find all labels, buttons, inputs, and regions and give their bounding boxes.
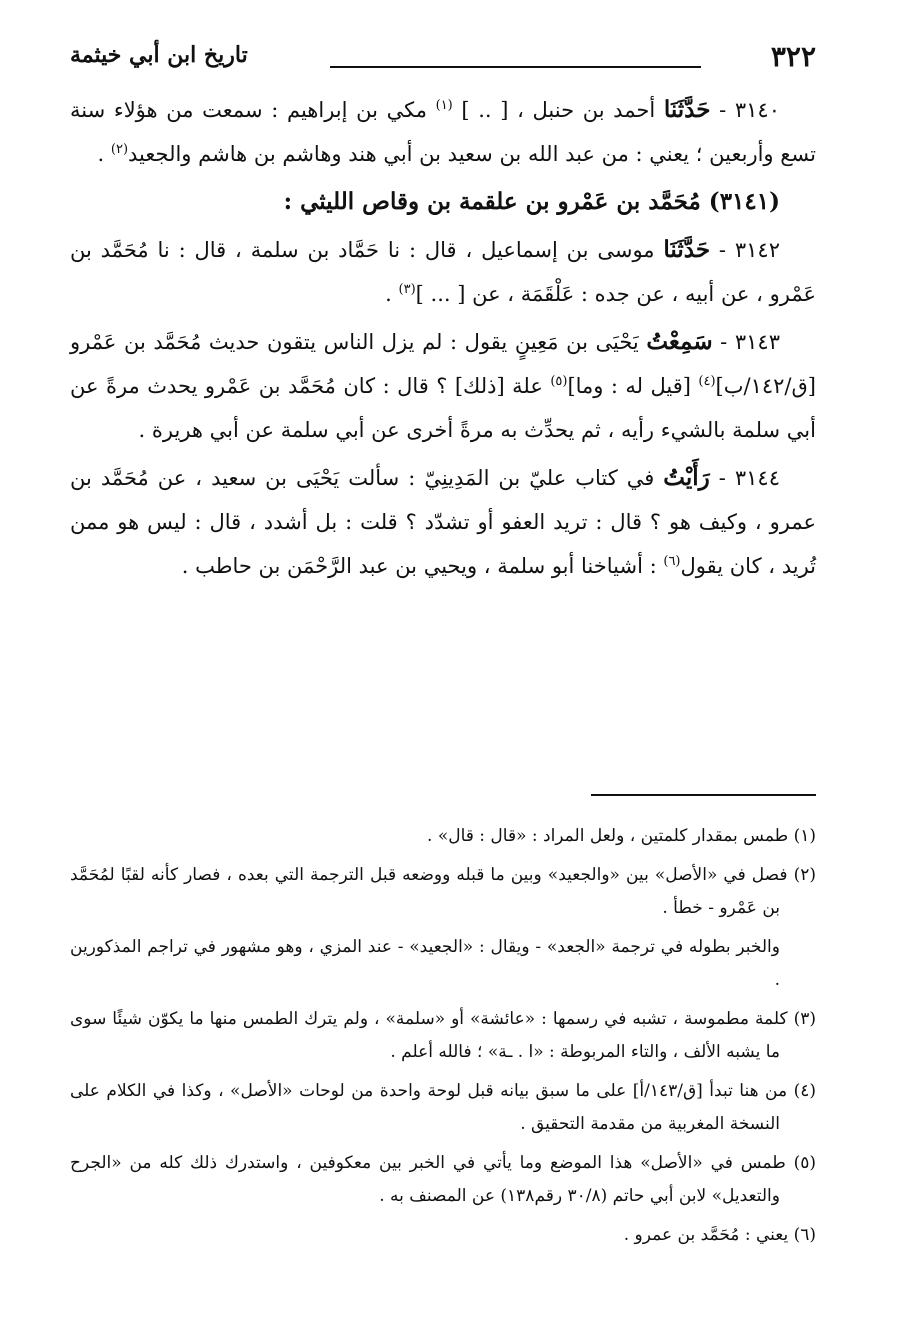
paragraph-number: ٣١٤٤ -	[718, 466, 780, 490]
footnote-2-continued: والخبر بطوله في ترجمة «الجعد» - ويقال : «الجعيد» - عند المزي ، وهو مشهور في تراجم المذكورين .	[70, 937, 780, 990]
running-title: تاريخ ابن أبي خيثمة	[70, 42, 248, 68]
paragraph-text: موسى بن إسماعيل ، قال : نا حَمَّاد بن سلمة ، قال : نا مُحَمَّد بن عَمْرو ، عن أبيه ، عن جده : عَلْقَمَة ، عن [ ... ]	[70, 238, 816, 306]
narration-keyword: حَدَّثَنَا	[663, 96, 711, 123]
paragraph-text: : أشياخنا أبو سلمة ، ويحيي بن عبد الرَّحْمَن بن حاطب .	[181, 554, 657, 578]
paragraph-text: في كتاب عليّ بن المَدِينِيّ : سألت يَحْيَى بن سعيد ، عن مُحَمَّد بن عمرو ، وكيف هو ؟ قال : تريد العفو أو تشدّد ؟ قلت : بل أشدد ، قال : ليس هو ممن تُريد ، كان يقول	[70, 466, 816, 578]
footnote-2: (٢) فصل في «الأصل» بين «والجعيد» وبين ما قبله ووضعه قبل الترجمة التي بعده ، فصار كأنه لقبًا لمُحَمَّد بن عَمْرو - خطأ .	[70, 865, 816, 918]
paragraph-text: يَحْيَى بن مَعِينٍ يقول : لم يزل الناس يتقون حديث مُحَمَّد بن عَمْرو [ق/١٤٢/ب]	[70, 330, 816, 398]
paragraph-3143	[70, 320, 816, 452]
footnote-ref-2: (٢)	[110, 142, 129, 157]
paragraph-text: مكي بن إبراهيم : سمعت من هؤلاء سنة تسع وأربعين ؛ يعني : من عبد الله بن سعيد بن أبي هند وهاشم بن هاشم والجعيد	[70, 98, 816, 166]
paragraph-number: ٣١٤٢ -	[718, 238, 780, 262]
paragraph-text: أحمد بن حنبل ، [ .. ]	[461, 98, 656, 122]
narration-keyword: حَدَّثَنَا	[663, 236, 711, 263]
section-heading-3141: (٣١٤١) مُحَمَّد بن عَمْرو بن علقمة بن وقاص الليثي :	[283, 188, 780, 215]
main-text	[70, 88, 816, 592]
footnote-ref-3: (٣)	[398, 282, 416, 297]
paragraph-3144	[70, 456, 816, 588]
page-header	[70, 40, 816, 80]
footnote-ref-1: (١)	[435, 98, 453, 113]
narration-keyword: سَمِعْتُ	[646, 328, 713, 355]
footnote-5: (٥) طمس في «الأصل» هذا الموضع وما يأتي في الخبر بين معكوفين ، واستدرك ذلك كله من «الجرح والتعديل» لابن أبي حاتم (٣٠/٨ رقم١٣٨) عن المصنف به .	[70, 1153, 816, 1206]
paragraph-3142	[70, 228, 816, 316]
footnote-ref-4: (٤)	[698, 374, 716, 389]
header-rule	[330, 66, 701, 68]
footnote-3: (٣) كلمة مطموسة ، تشبه في رسمها : «عائشة» أو «سلمة» ، ولم يترك الطمس منها ما يكوّن شيئًا سوى ما يشبه الألف ، والتاء المربوطة : «ا . ـة» ؛ فالله أعلم .	[70, 1009, 816, 1062]
paragraph-text: .	[385, 282, 392, 306]
footnote-ref-5: (٥)	[550, 374, 568, 389]
paragraph-text: علة [ذلك] ؟ قال : كان مُحَمَّد بن عَمْرو يحدث مرةً عن أبي سلمة بالشيء رأيه ، ثم يحدِّث به مرةً أخرى عن أبي سلمة عن أبي هريرة .	[70, 374, 816, 442]
footnote-4: (٤) من هنا تبدأ [ق/١٤٣/أ] على ما سبق بيانه قبل لوحة واحدة من لوحات «الأصل» ، وكذا في الكلام على النسخة المغربية من مقدمة التحقيق .	[70, 1081, 816, 1134]
footnote-separator	[591, 794, 816, 796]
narration-keyword: رَأَيْتُ	[663, 464, 710, 491]
footnote-6: (٦) يعني : مُحَمَّد بن عمرو .	[623, 1225, 816, 1245]
paragraph-number: ٣١٤٣ -	[720, 330, 780, 354]
page-number: ٣٢٢	[770, 40, 816, 73]
paragraph-number: ٣١٤٠ -	[719, 98, 780, 122]
footnote-ref-6: (٦)	[663, 554, 681, 569]
paragraph-text: [قيل له : وما]	[567, 374, 691, 398]
footnote-1: (١) طمس بمقدار كلمتين ، ولعل المراد : «قال : قال» .	[427, 826, 816, 846]
footnotes	[70, 820, 816, 1258]
paragraph-3140	[70, 88, 816, 176]
paragraph-text: .	[97, 142, 105, 166]
